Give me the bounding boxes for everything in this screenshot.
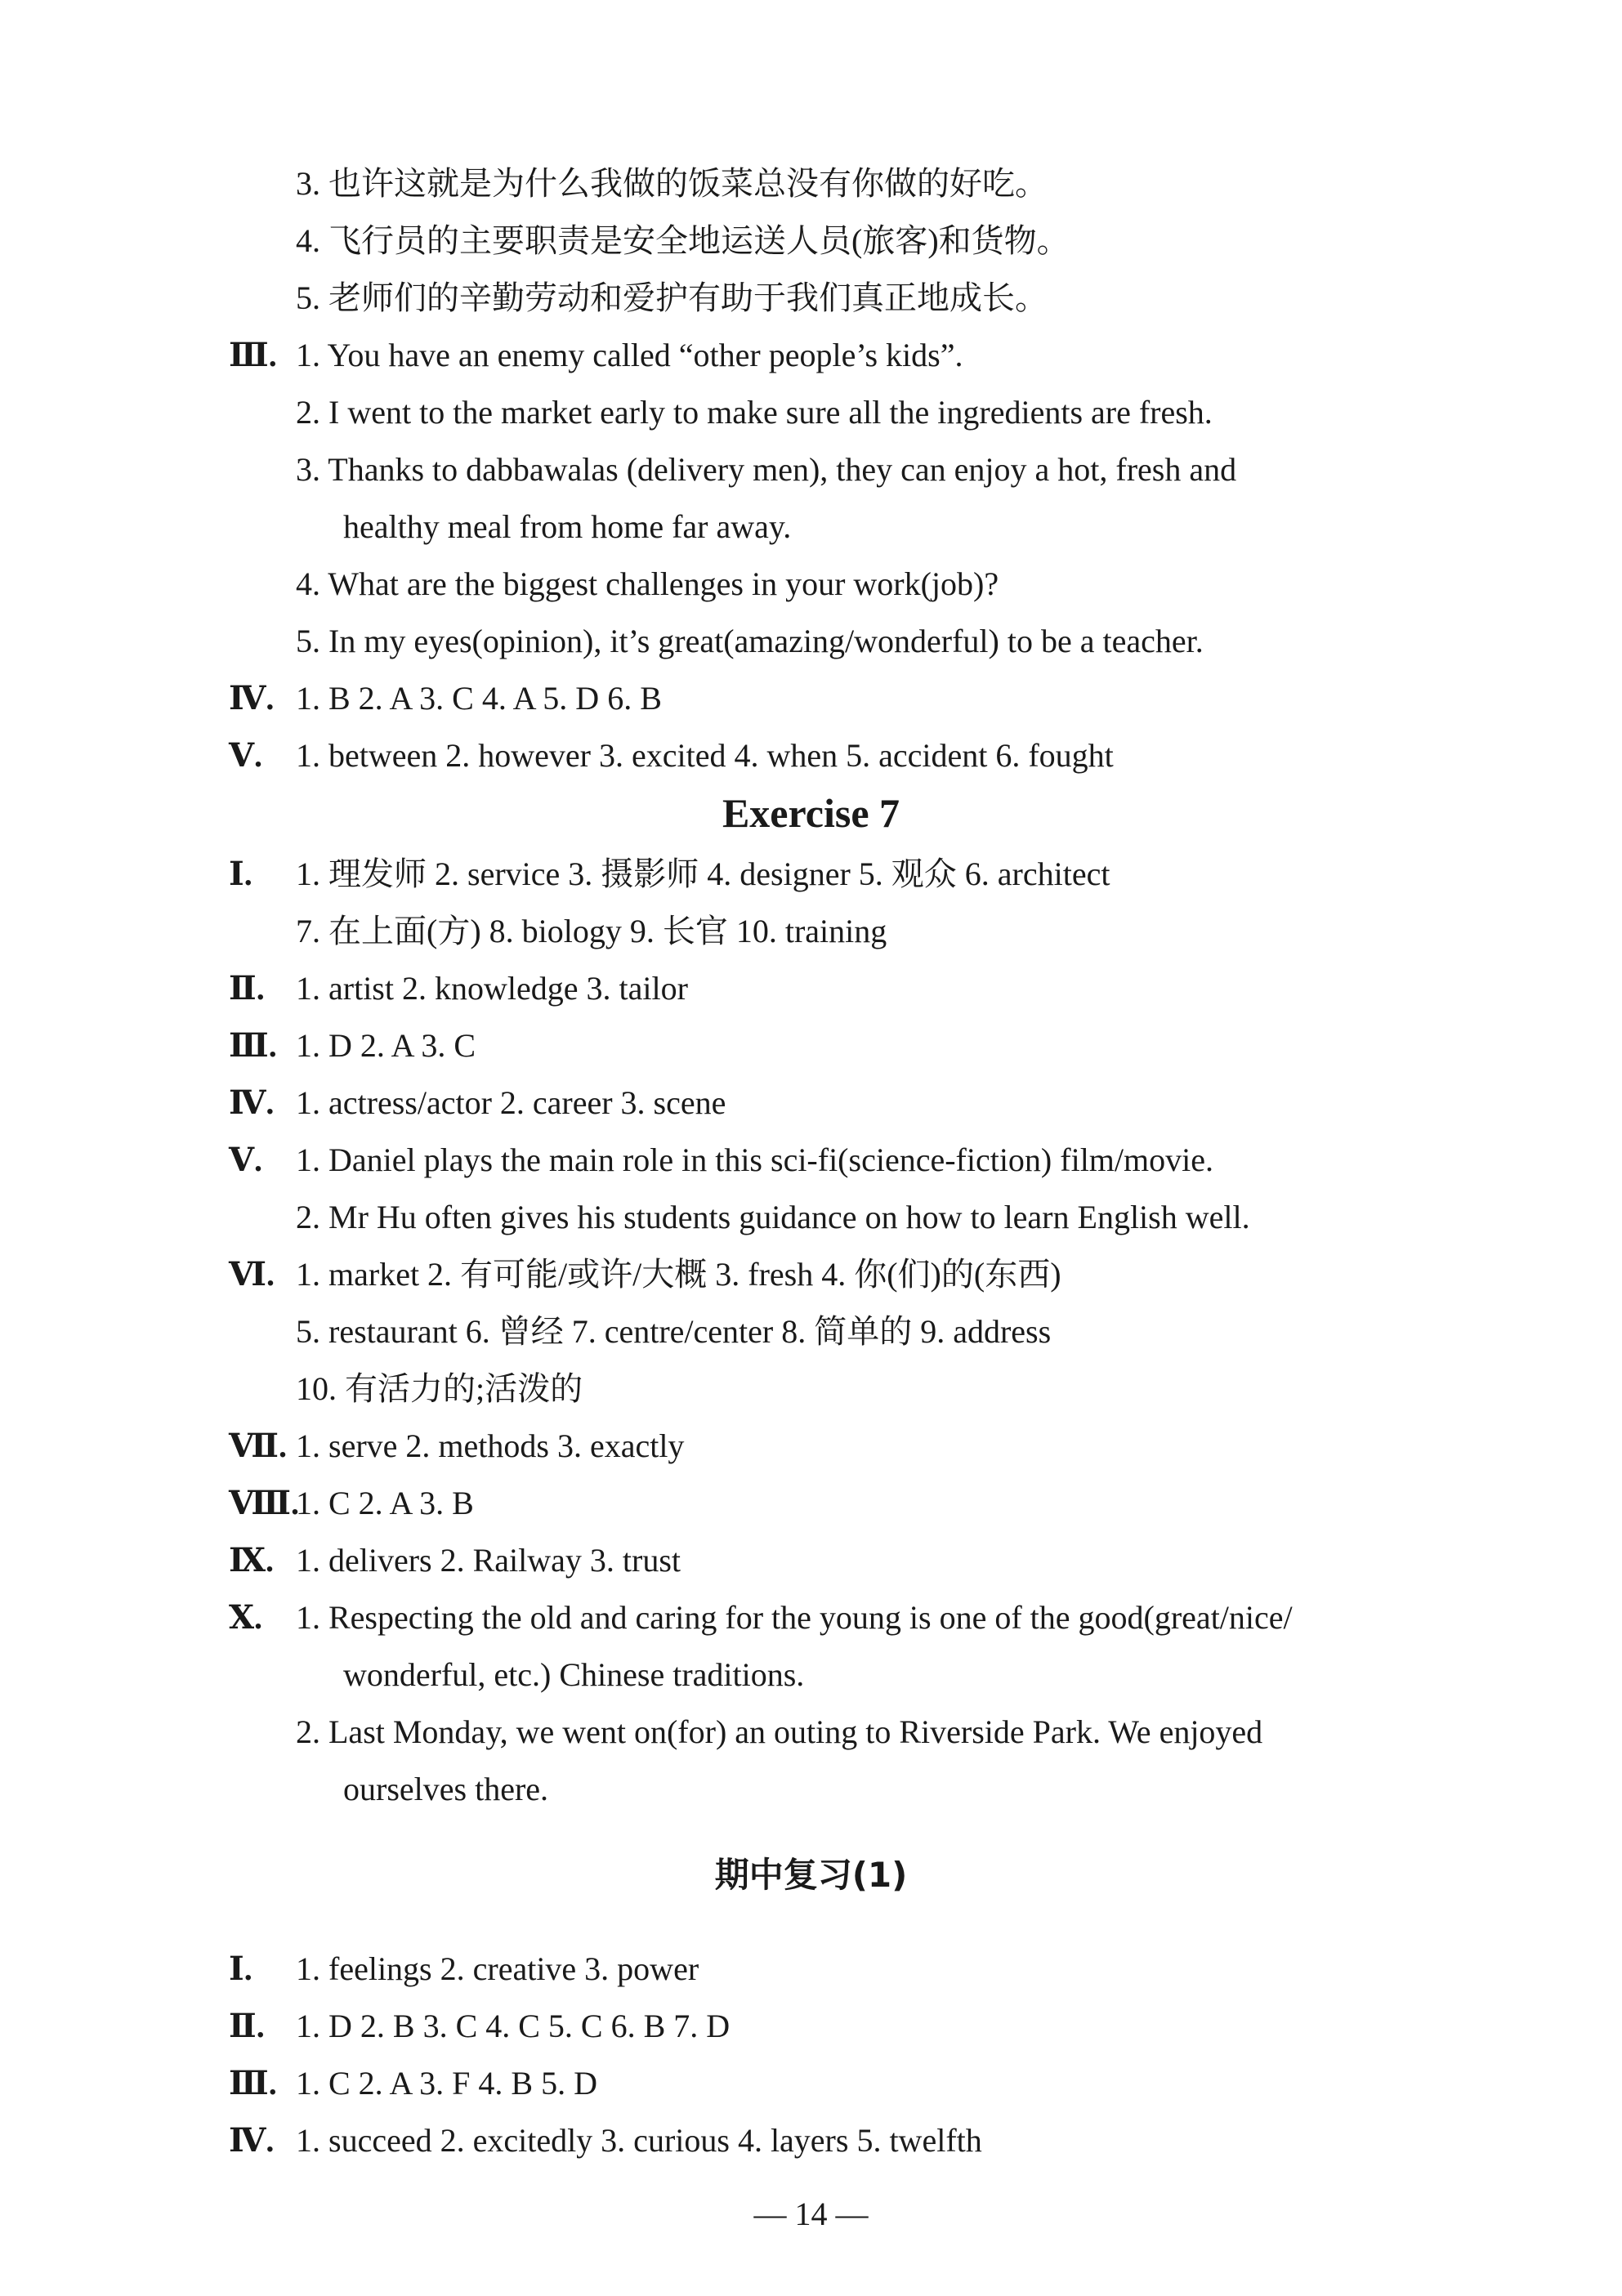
answer-text: 5. 老师们的辛勤劳动和爱护有助于我们真正地成长。 (296, 279, 1048, 316)
answer-text: 4. 飞行员的主要职责是安全地运送人员(旅客)和货物。 (296, 222, 1070, 259)
answer-text: wonderful, etc.) Chinese traditions. (343, 1656, 805, 1693)
section-number: Ⅱ. (229, 970, 265, 1007)
answer-text: 10. 有活力的;活泼的 (296, 1370, 583, 1407)
answer-text: 1. artist 2. knowledge 3. tailor (296, 970, 688, 1007)
section-number: Ⅸ. (229, 1542, 275, 1579)
answer-text: 1. 理发师 2. service 3. 摄影师 4. designer 5. 观众 6. architect (296, 855, 1110, 892)
section-number: Ⅲ. (229, 1027, 277, 1064)
answer-text: 3. Thanks to dabbawalas (delivery men), they can enjoy a hot, fresh and (296, 451, 1237, 488)
answer-text: 2. Last Monday, we went on(for) an outing to Riverside Park. We enjoyed (296, 1713, 1263, 1750)
answer-text: healthy meal from home far away. (343, 508, 792, 545)
answer-text: 4. What are the biggest challenges in your work(job)? (296, 565, 999, 602)
section-number: Ⅷ. (229, 1485, 299, 1521)
section-number: Ⅲ. (229, 2065, 277, 2102)
answer-text: 2. I went to the market early to make sure all the ingredients are fresh. (296, 394, 1213, 431)
section-number: Ⅶ. (229, 1427, 287, 1464)
answer-text: 1. between 2. however 3. excited 4. when 5. accident 6. fought (296, 737, 1114, 774)
answer-text: 1. delivers 2. Railway 3. trust (296, 1542, 681, 1579)
section-number: Ⅳ. (229, 1084, 275, 1121)
exercise-heading: Exercise 7 (722, 790, 900, 836)
section-number: Ⅹ. (229, 1599, 263, 1636)
answer-text: 5. restaurant 6. 曾经 7. centre/center 8. 简单的 9. address (296, 1313, 1052, 1350)
section-number: Ⅰ. (229, 1950, 252, 1987)
answer-text: 1. succeed 2. excitedly 3. curious 4. layers 5. twelfth (296, 2122, 982, 2159)
midterm-heading: 期中复习(1) (714, 1855, 908, 1895)
section-number: Ⅲ. (229, 337, 277, 373)
answer-text: 1. D 2. A 3. C (296, 1027, 476, 1064)
answer-text: 1. serve 2. methods 3. exactly (296, 1427, 685, 1464)
answer-text: ourselves there. (343, 1771, 549, 1807)
section-number: Ⅳ. (229, 2122, 275, 2159)
section-number: Ⅳ. (229, 680, 275, 717)
answer-text: 2. Mr Hu often gives his students guidance on how to learn English well. (296, 1199, 1250, 1235)
answer-text: 3. 也许这就是为什么我做的饭菜总没有你做的好吃。 (296, 165, 1048, 202)
answer-text: 1. Respecting the old and caring for the young is one of the good(great/nice/ (296, 1599, 1293, 1636)
answer-text: 1. Daniel plays the main role in this sci-fi(science-fiction) film/movie. (296, 1141, 1214, 1178)
answer-text: 1. feelings 2. creative 3. power (296, 1950, 699, 1987)
section-number: Ⅱ. (229, 2008, 265, 2044)
section-number: Ⅴ. (229, 1141, 263, 1178)
answer-text: 1. actress/actor 2. career 3. scene (296, 1084, 726, 1121)
section-number: Ⅵ. (229, 1256, 275, 1293)
answer-text: 5. In my eyes(opinion), it’s great(amazing/wonderful) to be a teacher. (296, 623, 1204, 659)
answer-text: 1. You have an enemy called “other people’s kids”. (296, 337, 963, 373)
answer-text: 1. D 2. B 3. C 4. C 5. C 6. B 7. D (296, 2008, 731, 2044)
answer-text: 1. C 2. A 3. B (296, 1485, 474, 1521)
page-number: — 14 — (753, 2195, 869, 2232)
answer-text: 1. C 2. A 3. F 4. B 5. D (296, 2065, 597, 2102)
answer-text: 7. 在上面(方) 8. biology 9. 长官 10. training (296, 913, 887, 949)
answer-text: 1. market 2. 有可能/或许/大概 3. fresh 4. 你(们)的(东西) (296, 1256, 1061, 1293)
section-number: Ⅰ. (229, 855, 252, 892)
answer-text: 1. B 2. A 3. C 4. A 5. D 6. B (296, 680, 662, 717)
section-number: Ⅴ. (229, 737, 263, 774)
